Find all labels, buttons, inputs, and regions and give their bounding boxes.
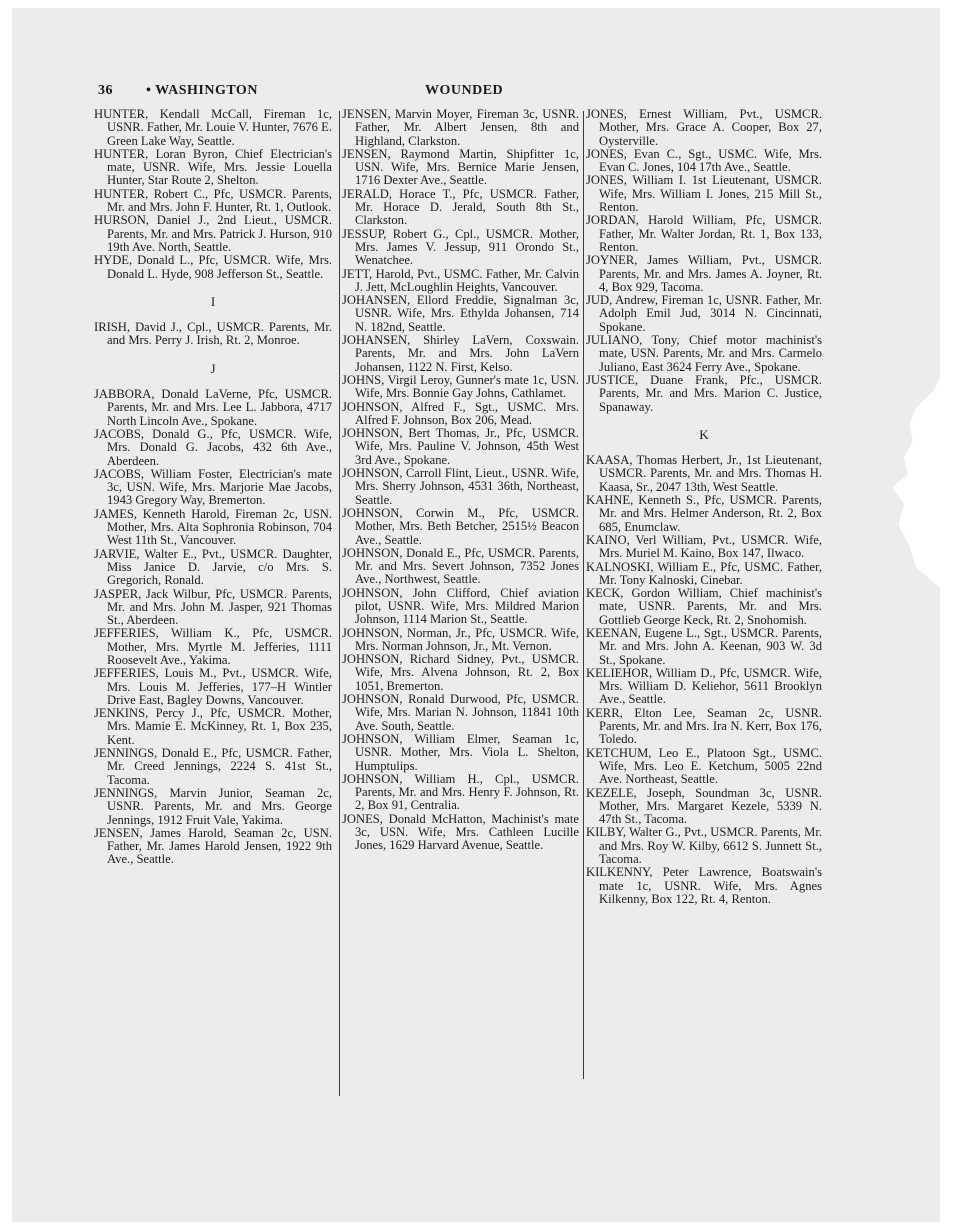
casualty-entry: JONES, Donald McHatton, Machinist's mate 3c, USN. Wife, Mrs. Cathleen Lucille Jones, 1629 Harvard Avenue, Seattle. <box>342 811 579 853</box>
state-name: WASHINGTON <box>155 83 258 98</box>
casualty-entry: KILKENNY, Peter Lawrence, Boatswain's mate 1c, USNR. Wife, Mrs. Agnes Kilkenny, Box 122, Rt. 4, Renton. <box>586 865 822 906</box>
casualty-entry: KILBY, Walter G., Pvt., USMCR. Parents, Mr. and Mrs. Roy W. Kilby, 6612 S. Junnett St., Tacoma. <box>586 825 822 867</box>
casualty-entry: KALNOSKI, William E., Pfc, USMC. Father, Mr. Tony Kalnoski, Cinebar. <box>586 559 822 587</box>
casualty-entry: KEENAN, Eugene L., Sgt., USMCR. Parents, Mr. and Mrs. John A. Keenan, 903 W. 3d St., Spokane. <box>586 625 822 667</box>
casualty-entry: KAASA, Thomas Herbert, Jr., 1st Lieutenant, USMCR. Parents, Mr. and Mrs. Thomas H. Kaasa, Sr., 2047 13th, West Seattle. <box>586 453 822 494</box>
casualty-entry: KETCHUM, Leo E., Platoon Sgt., USMC. Wife, Mrs. Leo E. Ketchum, 5005 22nd Ave. Northeast, Seattle. <box>586 745 822 787</box>
page-header <box>12 83 940 105</box>
casualty-entry: HUNTER, Loran Byron, Chief Electrician's mate, USNR. Wife, Mrs. Jessie Louella Hunter, Star Route 2, Shelton. <box>94 146 332 188</box>
casualty-entry: KEZELE, Joseph, Soundman 3c, USNR. Mother, Mrs. Margaret Kezele, 5339 N. 47th St., Tacoma. <box>586 785 822 827</box>
casualty-entry: JOHNSON, Richard Sidney, Pvt., USMCR. Wife, Mrs. Alvena Johnson, Rt. 2, Box 1051, Bremerton. <box>342 652 579 693</box>
casualty-entry: JONES, William I. 1st Lieutenant, USMCR. Wife, Mrs. William I. Jones, 215 Mill St., Renton. <box>586 173 822 215</box>
casualty-entry: JORDAN, Harold William, Pfc, USMCR. Father, Mr. Walter Jordan, Rt. 1, Box 133, Renton. <box>586 213 822 254</box>
section-letter: I <box>210 293 216 309</box>
column-3 <box>586 108 822 906</box>
casualty-entry: JOHNSON, Alfred F., Sgt., USMC. Mrs. Alfred F. Johnson, Box 206, Mead. <box>342 399 579 427</box>
casualty-entry: JAMES, Kenneth Harold, Fireman 2c, USN. Mother, Mrs. Alta Sophronia Robinson, 704 West 11th St., Vancouver. <box>94 506 332 548</box>
casualty-entry: JOHANSEN, Shirley LaVern, Coxswain. Parents, Mr. and Mrs. John LaVern Johansen, 1122 N. First, Kelso. <box>342 333 579 374</box>
casualty-entry: IRISH, David J., Cpl., USMCR. Parents, Mr. and Mrs. Perry J. Irish, Rt. 2, Monroe. <box>94 320 332 348</box>
casualty-entry: JACOBS, William Foster, Electrician's mate 3c, USN. Wife, Mrs. Marjorie Mae Jacobs, 1943 Gregory Way, Bremerton. <box>94 466 332 508</box>
casualty-entry: JENSEN, James Harold, Seaman 2c, USN. Father, Mr. James Harold Jensen, 1922 9th Ave., Seattle. <box>94 825 332 867</box>
casualty-entry: JEFFERIES, William K., Pfc, USMCR. Mother, Mrs. Myrtle M. Jefferies, 1111 Roosevelt Ave., Yakima. <box>94 626 332 667</box>
casualty-entry: HYDE, Donald L., Pfc, USMCR. Wife, Mrs. Donald L. Hyde, 908 Jefferson St., Seattle. <box>94 253 332 281</box>
casualty-entry: JENKINS, Percy J., Pfc, USMCR. Mother, Mrs. Mamie E. McKinney, Rt. 1, Box 235, Kent. <box>94 706 332 747</box>
casualty-entry: KERR, Elton Lee, Seaman 2c, USNR. Parents, Mr. and Mrs. Ira N. Kerr, Box 176, Toledo. <box>586 705 822 747</box>
casualty-entry: KAINO, Verl William, Pvt., USMCR. Wife, Mrs. Muriel M. Kaino, Box 147, Ilwaco. <box>586 532 822 561</box>
casualty-entry: HUNTER, Robert C., Pfc, USMCR. Parents, Mr. and Mrs. John F. Hunter, Rt. 1, Outlook. <box>94 186 332 215</box>
casualty-entry: JOHNSON, Norman, Jr., Pfc, USMCR. Wife, Mrs. Norman Johnson, Jr., Mt. Vernon. <box>342 625 579 653</box>
page-number: 36 <box>98 83 113 98</box>
casualty-entry: KELIEHOR, William D., Pfc, USMCR. Wife, Mrs. William D. Keliehor, 5611 Brooklyn Ave., Seattle. <box>586 665 822 707</box>
casualty-entry: HURSON, Daniel J., 2nd Lieut., USMCR. Parents, Mr. and Mrs. Patrick J. Hurson, 910 19th Ave. North, Seattle. <box>94 213 332 254</box>
column-divider <box>339 111 340 1096</box>
casualty-entry: JUD, Andrew, Fireman 1c, USNR. Father, Mr. Adolph Emil Jud, 3014 N. Cincinnati, Spokane. <box>586 293 822 334</box>
casualty-entry: JOHNSON, Ronald Durwood, Pfc, USMCR. Wife, Mrs. Marian N. Johnson, 11841 10th Ave. South, Seattle. <box>342 692 579 733</box>
column-divider <box>583 111 584 1079</box>
section-letter: J <box>210 360 216 376</box>
casualty-entry: JEFFERIES, Louis M., Pvt., USMCR. Wife, Mrs. Louis M. Jefferies, 177–H Wintler Drive East, Bagley Downs, Vancouver. <box>94 666 332 707</box>
casualty-entry: JOHANSEN, Ellord Freddie, Signalman 3c, USNR. Wife, Mrs. Ethylda Johansen, 714 N. 182nd, Seattle. <box>342 293 579 334</box>
casualty-entry: KAHNE, Kenneth S., Pfc, USMCR. Parents, Mr. and Mrs. Helmer Anderson, Rt. 2, Box 685, Enumclaw. <box>586 493 822 534</box>
casualty-entry: JONES, Evan C., Sgt., USMC. Wife, Mrs. Evan C. Jones, 104 17th Ave., Seattle. <box>586 146 822 175</box>
document-page <box>12 8 940 1222</box>
casualty-entry: JOHNSON, John Clifford, Chief aviation pilot, USNR. Wife, Mrs. Mildred Marion Johnson, 1114 Marion St., Seattle. <box>342 585 579 627</box>
casualty-entry: JASPER, Jack Wilbur, Pfc, USMCR. Parents, Mr. and Mrs. John M. Jasper, 921 Thomas St., Aberdeen. <box>94 586 332 628</box>
section-title: WOUNDED <box>425 83 504 98</box>
section-letter: K <box>699 426 709 442</box>
casualty-entry: JOHNSON, Corwin M., Pfc, USMCR. Mother, Mrs. Beth Betcher, 2515½ Beacon Ave., Seattle. <box>342 505 579 547</box>
header-bullet: • <box>146 83 152 98</box>
state-heading <box>146 83 258 99</box>
casualty-entry: JOHNS, Virgil Leroy, Gunner's mate 1c, USN. Wife, Mrs. Bonnie Gay Johns, Cathlamet. <box>342 372 579 401</box>
casualty-entry: JENNINGS, Donald E., Pfc, USMCR. Father, Mr. Creed Jennings, 2224 S. 41st St., Tacoma. <box>94 746 332 787</box>
casualty-entry: JOHNSON, Bert Thomas, Jr., Pfc, USMCR. Wife, Mrs. Pauline V. Johnson, 45th West 3rd Ave., Spokane. <box>342 426 579 467</box>
casualty-entry: JACOBS, Donald G., Pfc, USMCR. Wife, Mrs. Donald G. Jacobs, 432 6th Ave., Aberdeen. <box>94 426 332 468</box>
casualty-entry: JETT, Harold, Pvt., USMC. Father, Mr. Calvin J. Jett, McLoughlin Heights, Vancouver. <box>342 266 579 294</box>
casualty-entry: JULIANO, Tony, Chief motor machinist's mate, USN. Parents, Mr. and Mrs. Carmelo Juliano, East 3624 Ferry Ave., Spokane. <box>586 333 822 374</box>
casualty-entry: JESSUP, Robert G., Cpl., USMCR. Mother, Mrs. James V. Jessup, 911 Orondo St., Wenatchee. <box>342 226 579 268</box>
casualty-entry: JOHNSON, Donald E., Pfc, USMCR. Parents, Mr. and Mrs. Severt Johnson, 7352 Jones Ave., Northwest, Seattle. <box>342 545 579 587</box>
casualty-entry: JARVIE, Walter E., Pvt., USMCR. Daughter, Miss Janice D. Jarvie, c/o Mrs. S. Gregorich, Ronald. <box>94 546 332 588</box>
casualty-entry: JERALD, Horace T., Pfc, USMCR. Father, Mr. Horace D. Jerald, South 8th St., Clarkston. <box>342 186 579 228</box>
casualty-entry: HUNTER, Kendall McCall, Fireman 1c, USNR. Father, Mr. Louie V. Hunter, 7676 E. Green Lake Way, Seattle. <box>94 107 332 148</box>
casualty-entry: JOYNER, James William, Pvt., USMCR. Parents, Mr. and Mrs. James A. Joyner, Rt. 4, Box 929, Tacoma. <box>586 253 822 294</box>
column-2 <box>342 108 579 853</box>
casualty-entry: JENSEN, Marvin Moyer, Fireman 3c, USNR. Father, Mr. Albert Jensen, 8th and Highland, Clarkston. <box>342 107 579 148</box>
casualty-entry: JENSEN, Raymond Martin, Shipfitter 1c, USN. Wife, Mrs. Bernice Marie Jensen, 1716 Dexter Ave., Seattle. <box>342 146 579 188</box>
casualty-entry: JOHNSON, Carroll Flint, Lieut., USNR. Wife, Mrs. Sherry Johnson, 4531 36th, Northeast, Seattle. <box>342 466 579 507</box>
column-1 <box>94 108 332 867</box>
casualty-entry: JUSTICE, Duane Frank, Pfc., USMCR. Parents, Mr. and Mrs. Marion C. Justice, Spanaway. <box>586 372 822 414</box>
casualty-entry: JENNINGS, Marvin Junior, Seaman 2c, USNR. Parents, Mr. and Mrs. George Jennings, 1912 Fruit Vale, Yakima. <box>94 785 332 827</box>
casualty-entry: JOHNSON, William Elmer, Seaman 1c, USNR. Mother, Mrs. Viola L. Shelton, Humptulips. <box>342 731 579 773</box>
casualty-entry: JOHNSON, William H., Cpl., USMCR. Parents, Mr. and Mrs. Henry F. Johnson, Rt. 2, Box 91, Centralia. <box>342 771 579 813</box>
casualty-entry: JONES, Ernest William, Pvt., USMCR. Mother, Mrs. Grace A. Cooper, Box 27, Oysterville. <box>586 107 822 148</box>
casualty-entry: KECK, Gordon William, Chief machinist's mate, USNR. Parents, Mr. and Mrs. Gottlieb George Keck, Rt. 2, Snohomish. <box>586 586 822 627</box>
casualty-entry: JABBORA, Donald LaVerne, Pfc, USMCR. Parents, Mr. and Mrs. Lee L. Jabbora, 4717 North Lincoln Ave., Spokane. <box>94 387 332 428</box>
